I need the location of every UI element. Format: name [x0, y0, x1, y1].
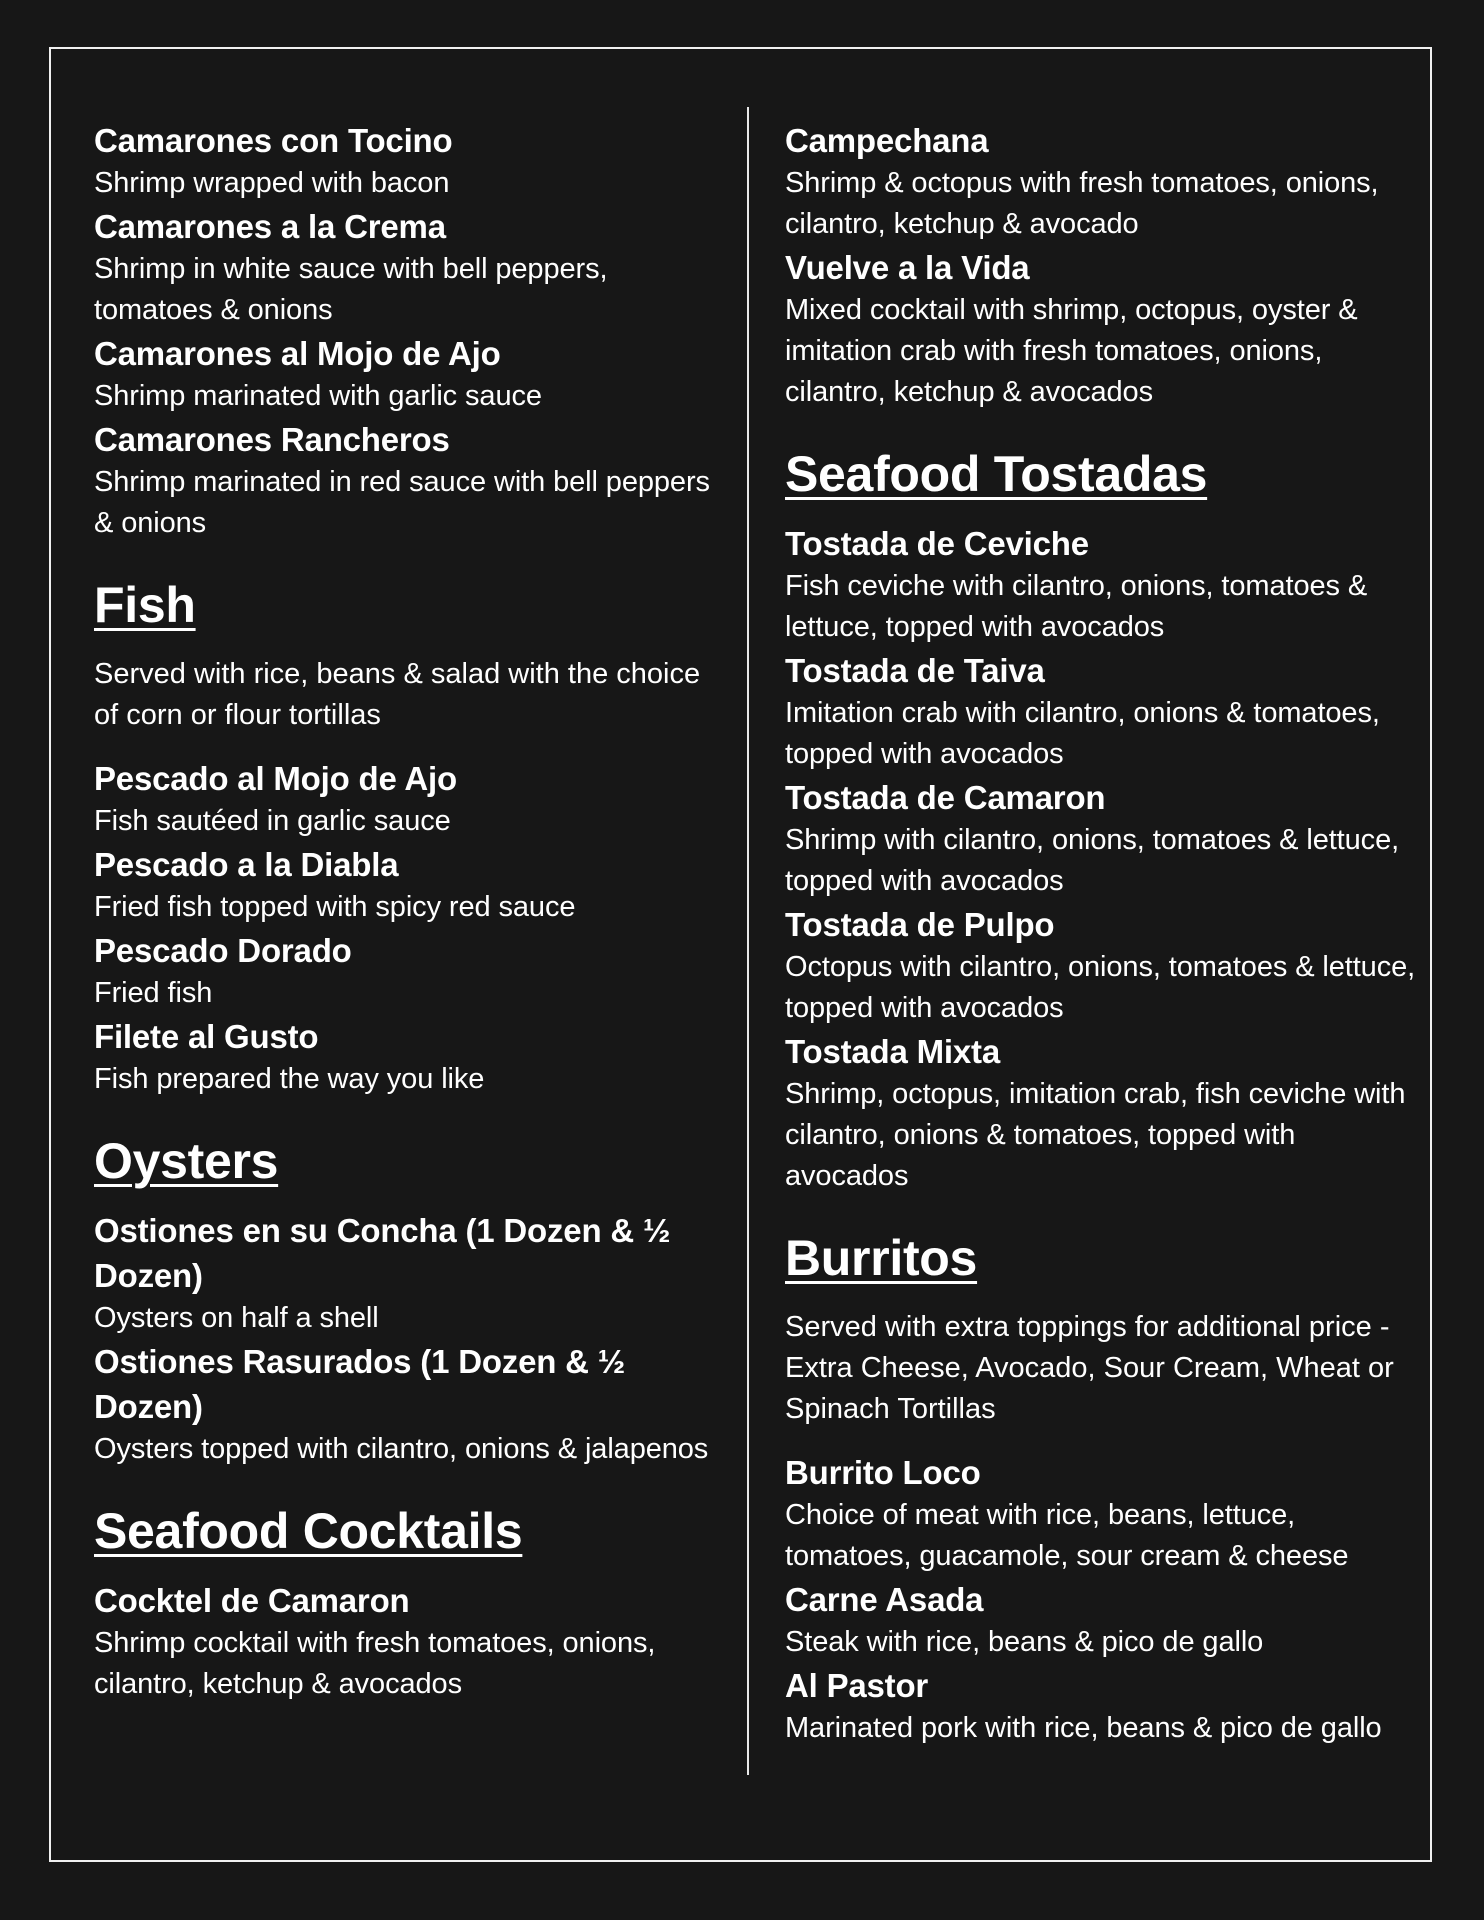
menu-item-description: Shrimp, octopus, imitation crab, fish ceviche with cilantro, onions & tomatoes, topped with avocados: [785, 1078, 1406, 1192]
menu-item-name: Pescado al Mojo de Ajo: [94, 760, 457, 797]
section-title-cocktails: Seafood Cocktails: [94, 1503, 523, 1559]
menu-item-description: Choice of meat with rice, beans, lettuce, tomatoes, guacamole, sour cream & cheese: [785, 1499, 1349, 1572]
menu-item-name: Vuelve a la Vida: [785, 249, 1030, 286]
menu-item-description: Octopus with cilantro, onions, tomatoes & lettuce, topped with avocados: [785, 951, 1416, 1024]
menu-item-description: Fish prepared the way you like: [94, 1063, 485, 1095]
tostadas-section: [785, 443, 1425, 1197]
menu-item-description: Imitation crab with cilantro, onions & tomatoes, topped with avocados: [785, 697, 1380, 770]
menu-item-name: Tostada de Pulpo: [785, 906, 1055, 943]
section-note-fish: Served with rice, beans & salad with the choice of corn or flour tortillas: [94, 658, 701, 731]
menu-item-description: Fried fish topped with spicy red sauce: [94, 891, 576, 923]
menu-item-description: Oysters on half a shell: [94, 1302, 379, 1334]
menu-item-name: Camarones al Mojo de Ajo: [94, 335, 501, 372]
menu-item-description: Shrimp in white sauce with bell peppers, tomatoes & onions: [94, 253, 608, 326]
oysters-section: [94, 1130, 724, 1470]
menu-item-name: Tostada Mixta: [785, 1033, 1000, 1070]
menu-item-description: Shrimp cocktail with fresh tomatoes, onions, cilantro, ketchup & avocados: [94, 1627, 656, 1700]
section-title-tostadas: Seafood Tostadas: [785, 446, 1208, 502]
tostada-items: [785, 521, 1425, 1197]
menu-item-name: Pescado a la Diabla: [94, 846, 399, 883]
oyster-items: [94, 1208, 724, 1470]
menu-item-name: Pescado Dorado: [94, 932, 352, 969]
cocktails-section: [94, 1500, 724, 1705]
section-title-fish: Fish: [94, 577, 196, 633]
menu-item-description: Fried fish: [94, 977, 213, 1009]
menu-item-description: Shrimp & octopus with fresh tomatoes, onions, cilantro, ketchup & avocado: [785, 167, 1379, 240]
menu-item-description: Marinated pork with rice, beans & pico de gallo: [785, 1712, 1382, 1744]
menu-item-name: Burrito Loco: [785, 1454, 981, 1491]
fish-section: [94, 574, 724, 1100]
cocktail-items-continued: [785, 118, 1425, 413]
burritos-section: [785, 1227, 1425, 1749]
menu-item-description: Steak with rice, beans & pico de gallo: [785, 1626, 1264, 1658]
menu-item-description: Oysters topped with cilantro, onions & jalapenos: [94, 1433, 709, 1465]
menu-item-description: Shrimp with cilantro, onions, tomatoes & lettuce, topped with avocados: [785, 824, 1400, 897]
right-column: [785, 118, 1425, 1749]
menu-item-description: Shrimp wrapped with bacon: [94, 167, 450, 199]
menu-item-name: Ostiones Rasurados (1 Dozen & ½ Dozen): [94, 1343, 626, 1425]
column-divider: [747, 107, 749, 1775]
menu-item-name: Ostiones en su Concha (1 Dozen & ½ Dozen): [94, 1212, 671, 1294]
fish-items: [94, 756, 724, 1100]
left-column: [94, 118, 724, 1705]
menu-item-description: Fish ceviche with cilantro, onions, tomatoes & lettuce, topped with avocados: [785, 570, 1368, 643]
menu-item-name: Tostada de Taiva: [785, 652, 1045, 689]
section-title-burritos: Burritos: [785, 1230, 978, 1286]
menu-item-name: Tostada de Ceviche: [785, 525, 1089, 562]
menu-item-description: Shrimp marinated with garlic sauce: [94, 380, 542, 412]
shrimp-items: [94, 118, 724, 544]
menu-item-name: Filete al Gusto: [94, 1018, 319, 1055]
cocktail-items: [94, 1578, 724, 1705]
menu-item-description: Fish sautéed in garlic sauce: [94, 805, 451, 837]
menu-item-name: Tostada de Camaron: [785, 779, 1106, 816]
menu-item-description: Mixed cocktail with shrimp, octopus, oyster & imitation crab with fresh tomatoes, onions, cilantro, ketchup & avocados: [785, 294, 1358, 408]
menu-item-name: Camarones con Tocino: [94, 122, 453, 159]
menu-item-name: Campechana: [785, 122, 989, 159]
section-title-oysters: Oysters: [94, 1133, 279, 1189]
burrito-items: [785, 1450, 1425, 1749]
menu-item-description: Shrimp marinated in red sauce with bell peppers & onions: [94, 466, 710, 539]
menu-item-name: Camarones a la Crema: [94, 208, 446, 245]
section-note-burritos: Served with extra toppings for additional price - Extra Cheese, Avocado, Sour Cream, Wheat or Spinach Tortillas: [785, 1311, 1394, 1425]
menu-item-name: Cocktel de Camaron: [94, 1582, 410, 1619]
menu-item-name: Camarones Rancheros: [94, 421, 450, 458]
menu-item-name: Carne Asada: [785, 1581, 984, 1618]
menu-item-name: Al Pastor: [785, 1667, 929, 1704]
